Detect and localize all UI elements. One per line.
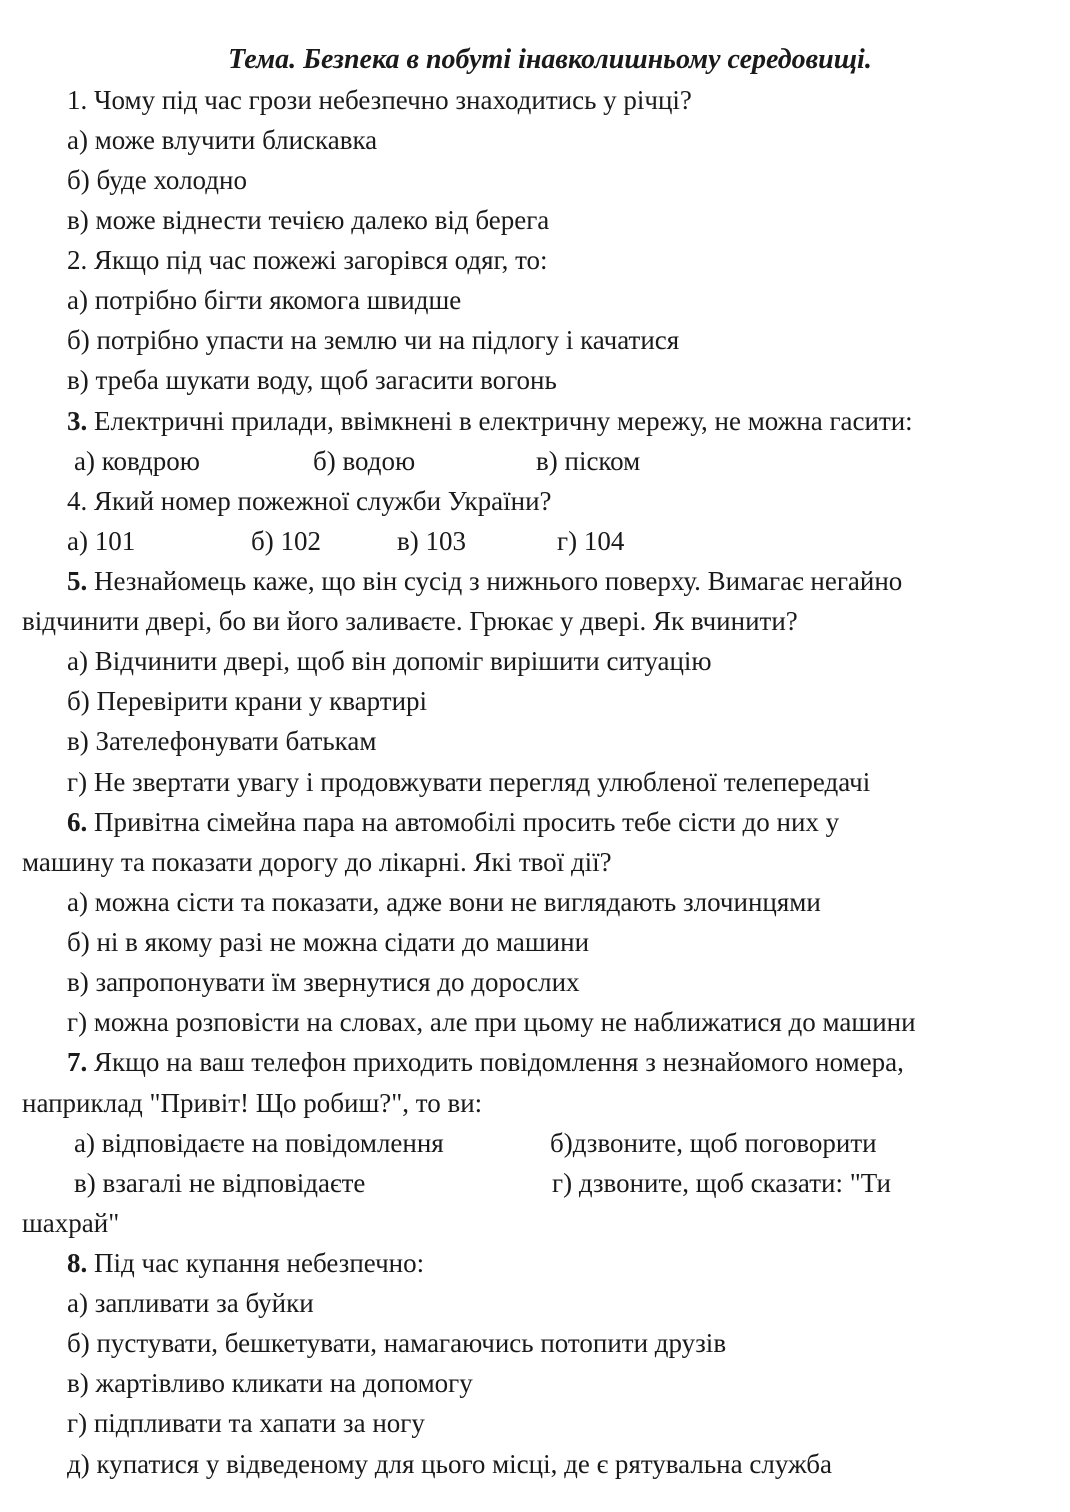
q7-options-row-1 — [0, 1123, 1070, 1163]
question-2: 2. Якщо під час пожежі загорівся одяг, то: — [67, 245, 548, 275]
q6-option-d: г) можна розповісти на словах, але при цьому не наближатися до машини — [67, 1007, 916, 1037]
q8-option-c: в) жартівливо кликати на допомогу — [67, 1368, 473, 1398]
q5-option-a: а) Відчинити двері, щоб він допоміг вирішити ситуацію — [67, 646, 712, 676]
q7-option-a: а) відповідаєте на повідомлення — [74, 1128, 444, 1158]
question-6-text-line1: Привітна сімейна пара на автомобілі просить тебе сісти до них у — [87, 807, 840, 837]
q1-option-c: в) може віднести течією далеко від берега — [67, 205, 550, 235]
question-4: 4. Який номер пожежної служби України? — [67, 486, 552, 516]
q7-option-b: б)дзвоните, щоб поговорити — [550, 1128, 877, 1158]
question-3 — [67, 401, 913, 441]
q4-options-row — [0, 521, 1070, 561]
q6-option-b: б) ні в якому разі не можна сідати до машини — [67, 927, 590, 957]
q6-option-a: а) можна сісти та показати, адже вони не виглядають злочинцями — [67, 887, 821, 917]
question-6-number: 6. — [67, 807, 88, 837]
question-5 — [67, 561, 902, 601]
q5-option-b: б) Перевірити крани у квартирі — [67, 686, 428, 716]
q1-option-b: б) буде холодно — [67, 165, 247, 195]
question-6-text-line2: машину та показати дорогу до лікарні. Які твої дії? — [22, 847, 612, 877]
q2-option-a: а) потрібно бігти якомога швидше — [67, 285, 462, 315]
question-7-text-line2: наприклад "Привіт! Що робиш?", то ви: — [22, 1088, 483, 1118]
question-7-number: 7. — [67, 1047, 88, 1077]
q3-option-b: б) водою — [313, 446, 416, 476]
question-5-text-line2: відчинити двері, бо ви його заливаєте. Грюкає у двері. Як вчинити? — [22, 606, 798, 636]
q4-option-d: г) 104 — [557, 526, 625, 556]
question-3-number: 3. — [67, 406, 88, 436]
q8-option-d: г) підпливати та хапати за ногу — [67, 1408, 425, 1438]
q4-option-b: б) 102 — [251, 526, 321, 556]
q3-options-row — [0, 441, 1070, 481]
worksheet-title: Тема. Безпека в побуті інавколишньому середовищі. — [228, 44, 872, 75]
q4-option-c: в) 103 — [397, 526, 466, 556]
question-8 — [67, 1243, 424, 1283]
q4-option-a: а) 101 — [67, 526, 136, 556]
q7-option-c: в) взагалі не відповідаєте — [74, 1168, 366, 1198]
q5-option-d: г) Не звертати увагу і продовжувати перегляд улюбленої телепередачі — [67, 767, 871, 797]
q7-options-row-2 — [0, 1163, 1070, 1203]
question-5-number: 5. — [67, 566, 88, 596]
question-1: 1. Чому під час грози небезпечно знаходитись у річці? — [67, 85, 692, 115]
q2-option-c: в) треба шукати воду, щоб загасити вогонь — [67, 365, 557, 395]
q7-option-d: г) дзвоните, щоб сказати: "Ти — [552, 1168, 891, 1198]
question-7-text-line1: Якщо на ваш телефон приходить повідомлення з незнайомого номера, — [87, 1047, 904, 1077]
q6-option-c: в) запропонувати їм звернутися до дорослих — [67, 967, 580, 997]
q1-option-a: а) може влучити блискавка — [67, 125, 378, 155]
question-5-text-line1: Незнайомець каже, що він сусід з нижнього поверху. Вимагає негайно — [87, 566, 903, 596]
q3-option-a: а) ковдрою — [74, 446, 200, 476]
q8-option-b: б) пустувати, бешкетувати, намагаючись потопити друзів — [67, 1328, 727, 1358]
question-8-number: 8. — [67, 1248, 88, 1278]
question-6 — [67, 802, 839, 842]
question-3-text: Електричні прилади, ввімкнені в електричну мережу, не можна гасити: — [87, 406, 913, 436]
q2-option-b: б) потрібно упасти на землю чи на підлогу і качатися — [67, 325, 680, 355]
question-8-text: Під час купання небезпечно: — [87, 1248, 425, 1278]
q8-option-e: д) купатися у відведеному для цього місці, де є рятувальна служба — [67, 1449, 832, 1479]
q3-option-c: в) піском — [536, 446, 641, 476]
q7-option-d-continued: шахрай" — [22, 1208, 120, 1238]
question-7 — [67, 1042, 904, 1082]
q8-option-a: а) запливати за буйки — [67, 1288, 314, 1318]
q5-option-c: в) Зателефонувати батькам — [67, 726, 377, 756]
